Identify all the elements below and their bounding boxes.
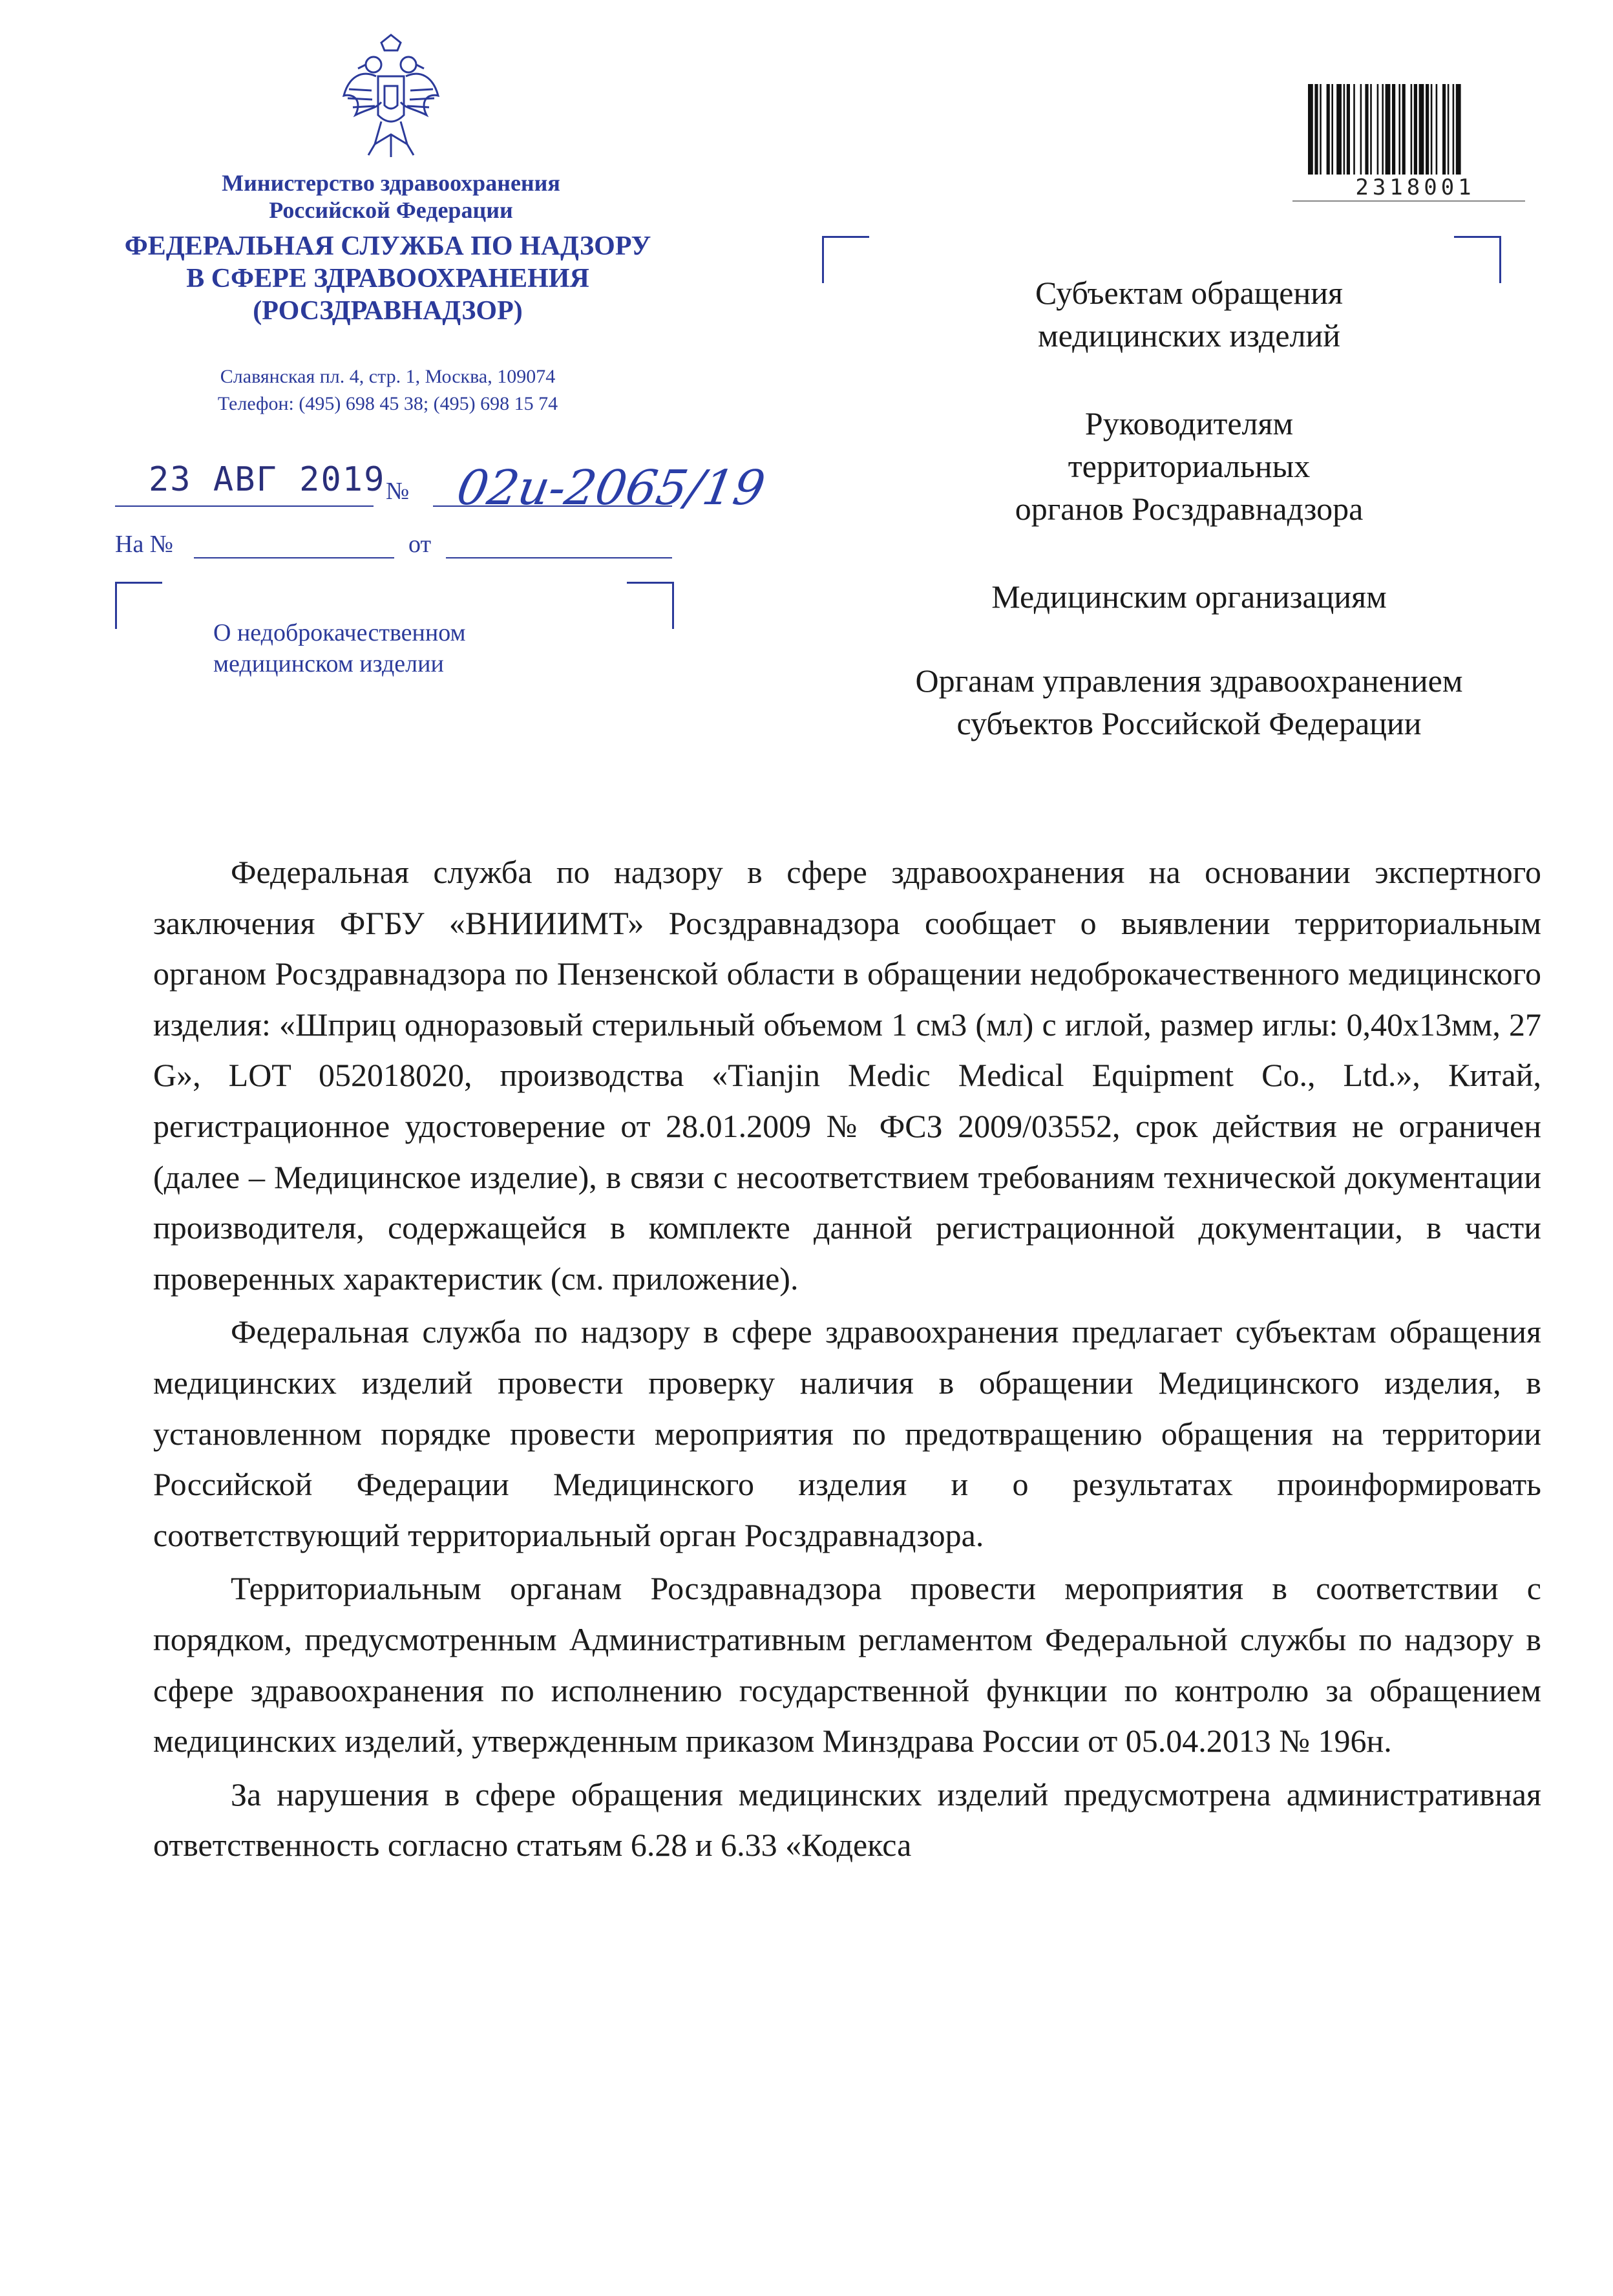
reply-number-underline <box>194 557 394 558</box>
ministry-name <box>149 169 633 224</box>
service-line-1: ФЕДЕРАЛЬНАЯ СЛУЖБА ПО НАДЗОРУ <box>124 231 651 261</box>
paragraph-4: За нарушения в сфере обращения медицинских изделий предусмотрена административная ответственность согласно статьям 6.28 и 6.33 «Кодекса <box>153 1776 1541 1864</box>
barcode-bar <box>1353 84 1355 175</box>
barcode-bar <box>1453 84 1455 175</box>
barcode-bar <box>1314 84 1318 175</box>
barcode-bar <box>1360 84 1362 175</box>
barcode-bar <box>1370 84 1372 175</box>
barcode-bar <box>1456 84 1461 175</box>
addressee-3 <box>814 575 1564 618</box>
phone-line: Телефон: (495) 698 45 38; (495) 698 15 74 <box>217 393 558 414</box>
barcode-bar <box>1336 84 1342 175</box>
service-line-2: В СФЕРЕ ЗДРАВООХРАНЕНИЯ <box>186 264 589 293</box>
paragraph-3: Территориальным органам Росздравнадзора провести мероприятия в соответствии с порядком, предусмотренным Административным регламентом Федеральной службы по надзору в сфере здравоохранения по исполнению государственной функции по контролю за обращением медицинских изделий, утвержденным приказом Минздрава России от 05.04.2013 № 196н. <box>153 1570 1541 1759</box>
barcode-icon <box>1305 84 1519 226</box>
barcode-bar <box>1419 84 1424 175</box>
reply-from-underline <box>446 557 672 558</box>
barcode-divider <box>1292 200 1525 202</box>
subject-line-2: медицинском изделии <box>213 650 444 677</box>
subject-corner-left <box>115 582 162 629</box>
reply-number-label: На № <box>115 531 174 558</box>
barcode-bar <box>1426 84 1429 175</box>
addressee-line: Руководителям <box>1084 405 1294 441</box>
addressee-line: территориальных <box>1068 448 1311 484</box>
addressee-4 <box>814 659 1564 745</box>
letter-body <box>153 847 1541 1871</box>
barcode-bar <box>1382 84 1384 175</box>
barcode-bar <box>1414 84 1417 175</box>
barcode-bar <box>1392 84 1395 175</box>
barcode-bar <box>1411 84 1413 175</box>
barcode-bar <box>1308 84 1313 175</box>
barcode-bar <box>1365 84 1368 175</box>
registration-date-stamp: 23 АВГ 2019 <box>149 460 386 499</box>
addressee-line: органов Росздравнадзора <box>1015 491 1364 527</box>
addressee-1 <box>814 271 1564 357</box>
russian-coat-of-arms-icon <box>336 31 446 160</box>
barcode-bar <box>1402 84 1406 175</box>
barcode-bar <box>1448 84 1450 175</box>
subject-line-1: О недоброкачественном <box>213 619 466 646</box>
addressee-line: Медицинским организациям <box>991 579 1387 615</box>
ministry-line-2: Российской Федерации <box>269 197 513 223</box>
barcode-bar <box>1431 84 1433 175</box>
service-name <box>103 230 672 327</box>
addressee-line: субъектов Российской Федерации <box>956 705 1422 741</box>
barcode-bar <box>1386 84 1391 175</box>
barcode-bar <box>1398 84 1400 175</box>
addressee-line: Органам управления здравоохранением <box>915 663 1463 699</box>
barcode-bar <box>1347 84 1350 175</box>
address-block <box>129 363 646 418</box>
addressee-2 <box>814 402 1564 530</box>
subject-corner-right <box>627 582 674 629</box>
paragraph-2: Федеральная служба по надзору в сфере здравоохранения предлагает субъектам обращения медицинских изделий провести проверку наличия в обращении Медицинского изделия, в установленном порядке провести мероприятия по предотвращению обращения на территории Российской Федерации Медицинского изделия и о результатах проинформировать соответствующий территориальный орган Росздравнадзора. <box>153 1313 1541 1553</box>
barcode-number: 2318001 <box>1355 175 1475 200</box>
handwritten-number-text: 02и-2065/19 <box>452 460 770 516</box>
handwritten-number-image <box>452 452 770 537</box>
ministry-line-1: Министерство здравоохранения <box>222 170 560 196</box>
barcode-bar <box>1344 84 1345 175</box>
addressee-line: медицинских изделий <box>1037 317 1341 354</box>
addressee-line: Субъектам обращения <box>1035 275 1343 311</box>
handwritten-number <box>452 452 770 537</box>
number-underline <box>433 505 672 507</box>
subject-block <box>213 617 466 679</box>
date-underline <box>115 505 374 507</box>
barcode-bar <box>1327 84 1330 175</box>
barcode-bar <box>1442 84 1446 175</box>
barcode-bar <box>1436 84 1438 175</box>
barcode-bar <box>1331 84 1333 175</box>
service-line-3: (РОСЗДРАВНАДЗОР) <box>253 296 523 326</box>
barcode-bar <box>1377 84 1379 175</box>
paragraph-1: Федеральная служба по надзору в сфере здравоохранения на основании экспертного заключения ФГБУ «ВНИИИМТ» Росздравнадзора сообщает о выявлении территориальным органом Росздравнадзора по Пензенской области в обращении недоброкачественного медицинского изделия: «Шприц одноразовый стерильный объемом 1 см3 (мл) с иглой, размер иглы: 0,40x13мм, 27 G», LOT 052018020, производства «Tianjin Medic Medical Equipment Co., Ltd.», Китай, регистрационное удостоверение от 28.01.2009 № ФСЗ 2009/03552, срок действия не ограничен (далее – Медицинское изделие), в связи с несоответствием требованиям технической документации производителя, содержащейся в комплекте данной регистрационной документации, в части проверенных характеристик (см. приложение). <box>153 854 1541 1297</box>
number-label: № <box>386 478 410 505</box>
reply-from-label: от <box>408 531 432 558</box>
barcode-bar <box>1320 84 1322 175</box>
address-line: Славянская пл. 4, стр. 1, Москва, 109074 <box>220 366 556 387</box>
